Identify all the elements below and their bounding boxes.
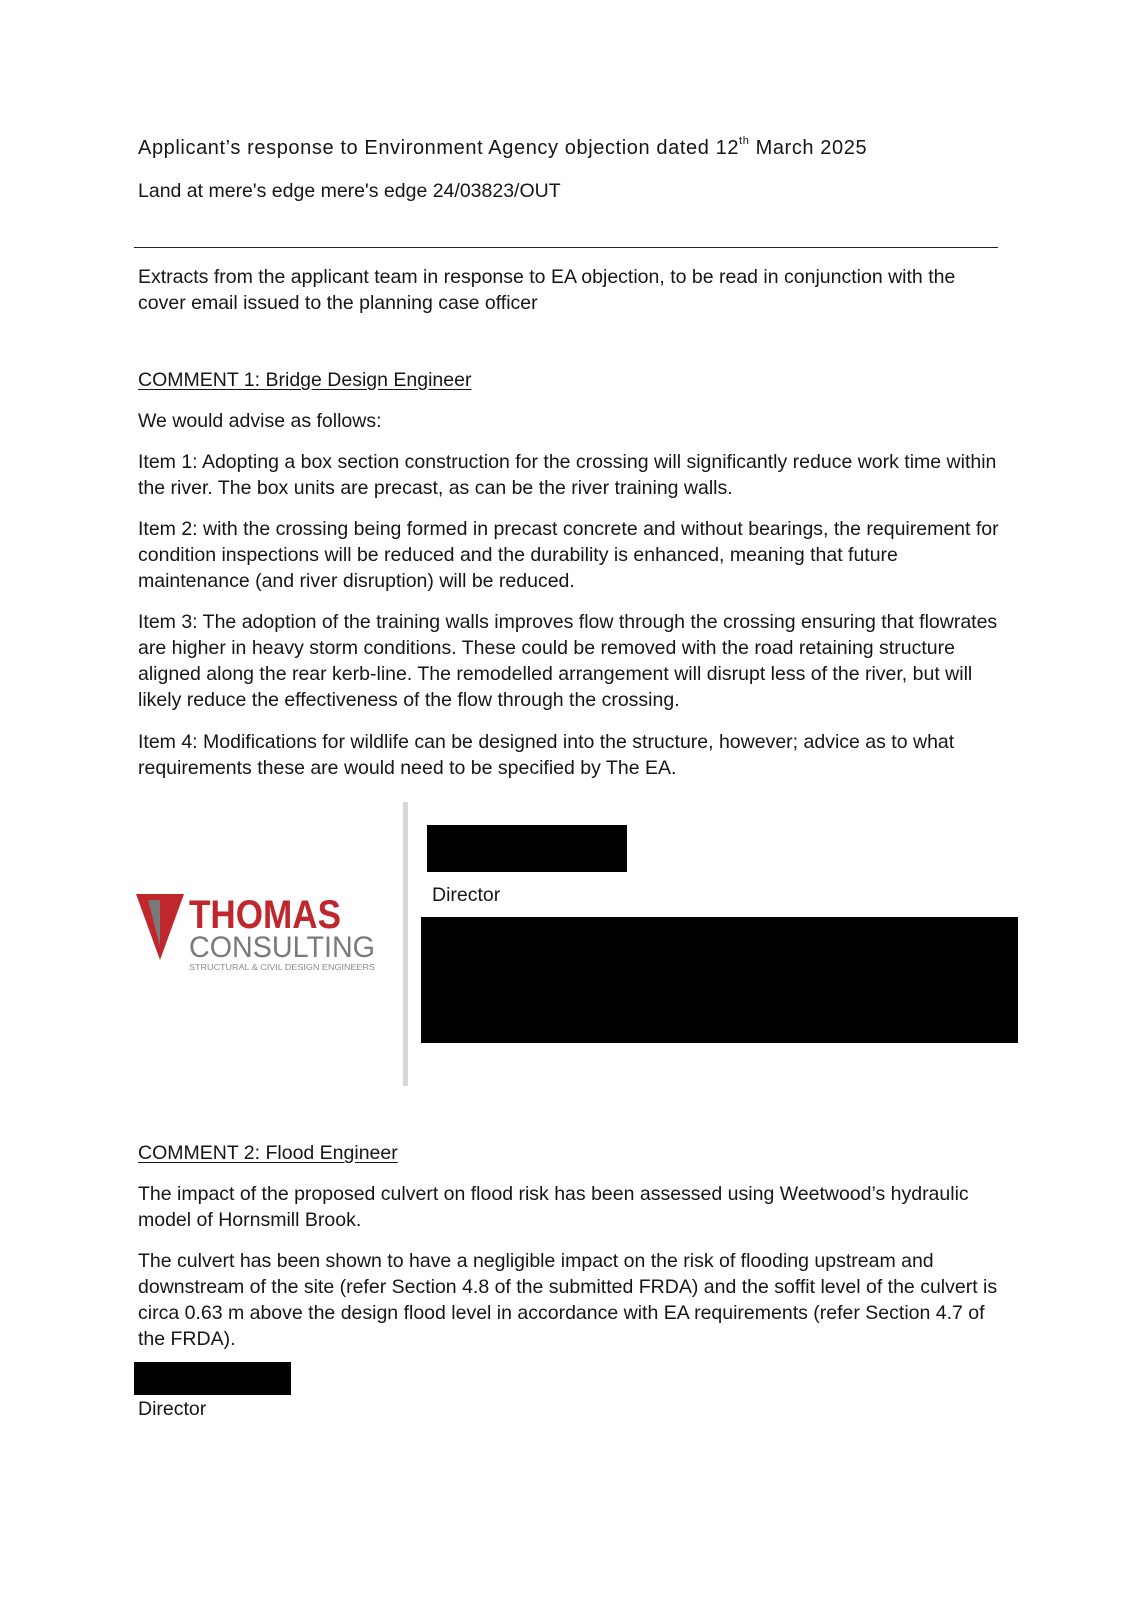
title-text-end: March 2025 xyxy=(749,137,868,159)
signature-role-2: Director xyxy=(138,1398,207,1420)
logo-text-tagline: STRUCTURAL & CIVIL DESIGN ENGINEERS xyxy=(189,962,376,972)
logo-text-thomas: THOMAS xyxy=(189,893,341,937)
signature-role-1: Director xyxy=(432,884,501,906)
redacted-name-2 xyxy=(134,1362,291,1395)
redacted-contact-details xyxy=(421,917,1018,1043)
signature-divider xyxy=(403,802,408,1086)
title-superscript: th xyxy=(739,135,750,148)
application-reference: Land at mere's edge mere's edge 24/03823/OUT xyxy=(138,180,561,202)
comment2-paragraph-2: The culvert has been shown to have a negligible impact on the risk of flooding upstream and downstream of the site (refer Section 4.8 of the submitted FRDA) and the soffit level of the culvert is circa 0.63 m above the design flood level in accordance with EA requirements (refer Section 4.7 of the FRDA). xyxy=(138,1250,998,1350)
document-title xyxy=(138,135,867,161)
comment1-heading: COMMENT 1: Bridge Design Engineer xyxy=(138,369,472,391)
thomas-consulting-logo xyxy=(134,888,394,978)
logo-graphic xyxy=(134,888,394,978)
logo-text-consulting: CONSULTING xyxy=(189,931,375,964)
comment1-item-3: Item 3: The adoption of the training walls improves flow through the crossing ensuring that flowrates are higher in heavy storm conditions. These could be removed with the road retaining structure aligned along the rear kerb-line. The remodelled arrangement will disrupt less of the river, but will likely reduce the effectiveness of the flow through the crossing. xyxy=(138,611,998,711)
comment2-paragraph-1: The impact of the proposed culvert on flood risk has been assessed using Weetwood’s hydraulic model of Hornsmill Brook. xyxy=(138,1183,969,1231)
comment1-item-4: Item 4: Modifications for wildlife can be designed into the structure, however; advice as to what requirements these are would need to be specified by The EA. xyxy=(138,731,955,779)
redacted-name-1 xyxy=(427,825,627,872)
horizontal-rule xyxy=(134,247,998,248)
comment1-item-2: Item 2: with the crossing being formed in precast concrete and without bearings, the requirement for condition inspections will be reduced and the durability is enhanced, meaning that future maintenance (and river disruption) will be reduced. xyxy=(138,518,999,592)
comment2-heading: COMMENT 2: Flood Engineer xyxy=(138,1142,398,1164)
comment1-item-1: Item 1: Adopting a box section construction for the crossing will significantly reduce work time within the river. The box units are precast, as can be the river training walls. xyxy=(138,451,997,499)
intro-paragraph: Extracts from the applicant team in response to EA objection, to be read in conjunction with the cover email issued to the planning case officer xyxy=(138,266,956,314)
title-text: Applicant’s response to Environment Agency objection dated 12 xyxy=(138,137,740,159)
comment1-lead: We would advise as follows: xyxy=(138,410,382,432)
